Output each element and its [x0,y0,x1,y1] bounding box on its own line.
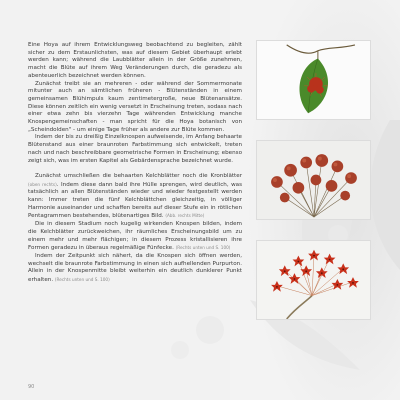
paragraph-6 [28,253,242,285]
leaf-bud-photo [256,40,371,120]
paragraph-text: . Indem diese dann bald ihre Hülle sprengen, wird deutlich, was tatsächlich an allen Blütenständen wieder und wieder festgestellt werden kann: Immer treten die fünf Kelchblättchen gleichzeitig, in völliger Harmonie auseinander und schaffen bereits auf dieser Stufe ein in rötlichen Pentagrammen bestehendes, blütenartiges Bild. [28,181,243,220]
page-number: 90 [28,384,35,390]
paragraph-text: Die in diesem Stadium noch kugelig wirkenden Knospen bilden, indem die Kelchblätter zurückweichen, ihr räumliches Erscheinungsbild um zu einem mehr und mehr flächigen; in diesem Prozess kristallisieren ihre Formen geradezu in überaus regelmäßige Fünfecke. [28,221,242,252]
paragraph-1 [28,42,242,81]
paragraph-3 [28,134,242,165]
paragraph-4 [28,173,242,221]
figure-reference: (Rechts unten und S. 100) [175,245,231,251]
paragraph-text: Zunächst treibt sie an mehreren - oder während der Sommermonate mitunter auch an sämtlichen früheren - Blütenständen in einem gemeinsamen Blühimpuls kaum zentimetergroße, neue Blütenansätze. Diese können zeitlich ein wenig versetzt in Erscheinung treten, sodass nach einer etwa zehn bis vierzehn Tage währenden Entwicklung manche Knospengemeinschaften - man spricht für die Hoya botanisch von „Scheindolden" - um einige Tage früher als andere zur Blüte kommen. [28,80,242,133]
paragraph-text: Indem der bis zu dreißig Einzelknospen aufweisende, im Anfang behaarte Blütenstand aus einer braunroten Farbstimmung sich entwickelt, treten nach und nach beschreibbare geometrische Formen in Erscheinung; ebenso zeigt sich, was im ersten Kapitel als Gebärdensprache bezeichnet wurde. [28,134,242,164]
star-buds-photo [256,240,371,320]
paragraph-5 [28,221,242,253]
round-buds-photo [256,140,371,220]
paragraph-text: Eine Hoya auf ihrem Entwicklungsweg beobachtend zu begleiten, zählt sicher zu dem Erstaunlichsten, was auf diesem Gebiet überhaupt erlebt werden kann; während die Laubblätter allein in der Größe zunehmen, macht die Blüte auf ihrem Weg Veränderungen durch, die geradezu als abenteuerlich bezeichnet werden können. [28,42,242,79]
figure-reference: (Rechts unten und S. 100) [54,277,110,283]
figure-reference: (Abb. rechts Mitte) [165,213,205,219]
figure-reference: (oben rechts) [28,181,57,187]
paragraph-text: Indem der Zeitpunkt sich nähert, da die Knospen sich öffnen werden, wechselt die braunrote Farbstimmung in einen sich aufhellenden Purpurton. Allein in der Knospenmitte bleibt weiterhin ein deutlich dunklerer Punkt erhalten. [28,252,242,284]
paragraph-2 [28,81,242,135]
paragraph-text: Zunächst umschließen die behaarten Kelchblätter noch die Kronblätter [35,172,242,179]
body-text [28,42,242,285]
